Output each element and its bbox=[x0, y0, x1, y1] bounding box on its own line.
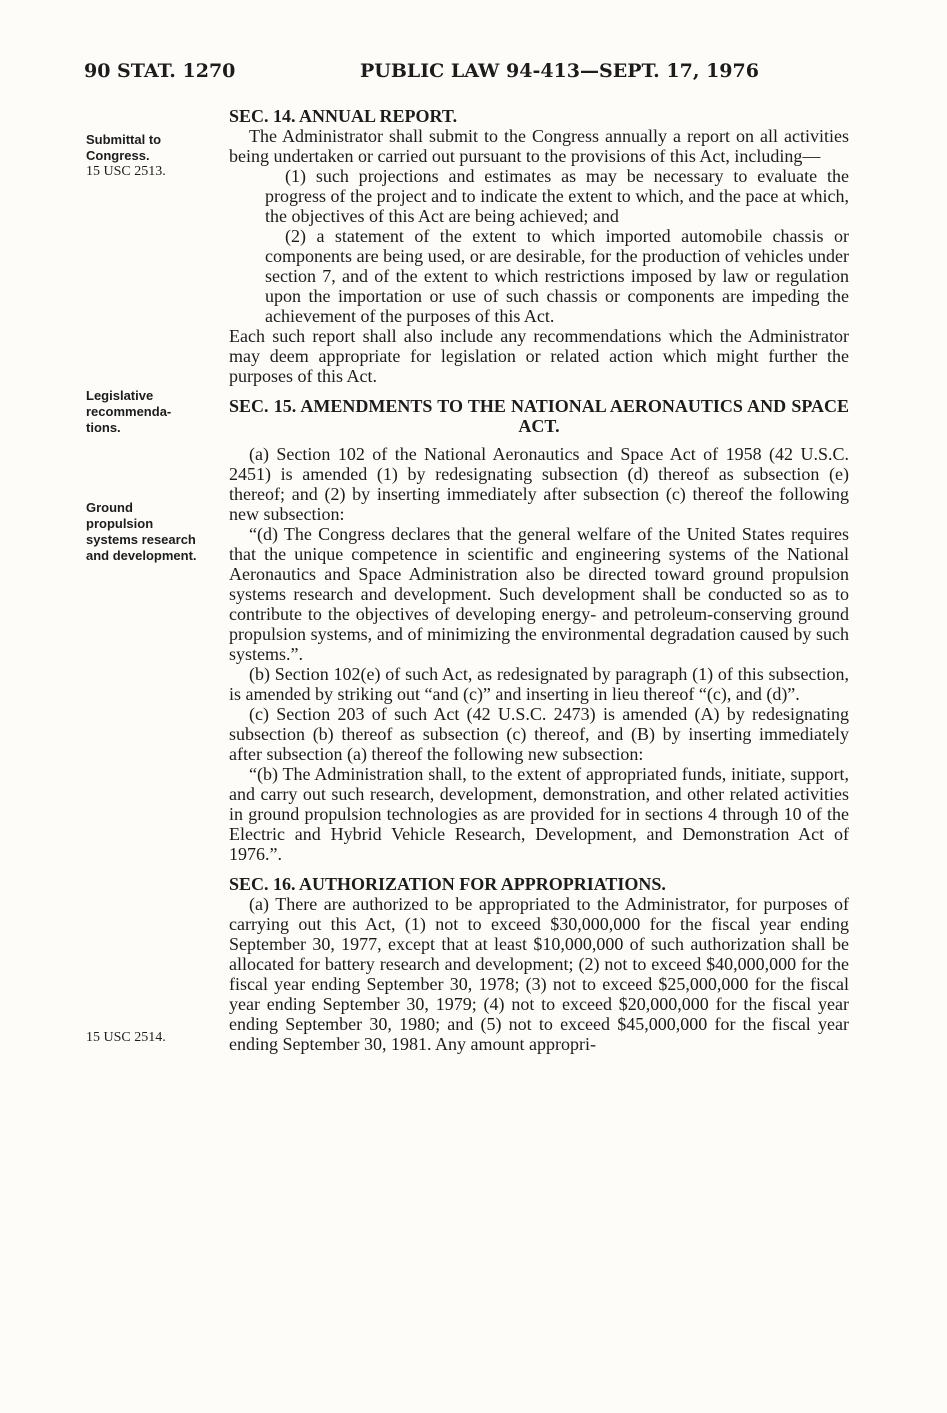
sec-15-c: (c) Section 203 of such Act (42 U.S.C. 2473) is amended (A) by redesignating subsection (b) thereof as subsection (c) thereof, and (B) by inserting immediately after subsection (a) thereof the following new subsection: bbox=[229, 704, 849, 764]
main-text bbox=[229, 106, 849, 1054]
sec-14-intro: The Administrator shall submit to the Congress annually a report on all activities being undertaken or carried out pursuant to the provisions of this Act, including— bbox=[229, 126, 849, 166]
margin-note-ground-propulsion: Ground propulsion systems research and development. bbox=[86, 500, 197, 563]
margin-note-submittal: Submittal to Congress. 15 USC 2513. bbox=[86, 132, 166, 179]
page-header bbox=[84, 60, 874, 90]
sec-16-a: (a) There are authorized to be appropriated to the Administrator, for purposes of carrying out this Act, (1) not to exceed $30,000,000 for the fiscal year ending September 30, 1977, except that at least $10,000,000 of such authorization shall be allocated for battery research and development; (2) not to exceed $40,000,000 for the fiscal year ending September 30, 1978; (3) not to exceed $25,000,000 for the fiscal year ending September 30, 1979; (4) not to exceed $20,000,000 for the fiscal year ending September 30, 1980; and (5) not to exceed $45,000,000 for the fiscal year ending September 30, 1981. Any amount appropri- bbox=[229, 894, 849, 1054]
sec-15-heading: SEC. 15. AMENDMENTS TO THE NATIONAL AERONAUTICS AND SPACE ACT. bbox=[229, 396, 849, 436]
sec-15-b-quote: “(b) The Administration shall, to the extent of appropriated funds, initiate, support, and carry out such research, development, demonstration, and other related activities in ground propulsion technologies as are provided for in sections 4 through 10 of the Electric and Hybrid Vehicle Research, Development, and Demonstration Act of 1976.”. bbox=[229, 764, 849, 864]
sec-15-d-quote: “(d) The Congress declares that the general welfare of the United States requires that the unique competence in scientific and engineering systems of the National Aeronautics and Space Administration also be directed toward ground propulsion systems research and development. Such development shall be conducted so as to contribute to the objectives of developing energy- and petroleum-conserving ground propulsion systems, and of minimizing the environmental degradation caused by such systems.”. bbox=[229, 524, 849, 664]
sec-14-heading: SEC. 14. ANNUAL REPORT. bbox=[229, 106, 458, 126]
margin-note-legislative: Legislative recommenda- tions. bbox=[86, 388, 172, 435]
public-law-title: PUBLIC LAW 94-413—SEPT. 17, 1976 bbox=[360, 60, 759, 82]
margin-note-usc-2514: 15 USC 2514. bbox=[86, 1030, 166, 1045]
sec-14-item-2: (2) a statement of the extent to which imported automobile chassis or components are being used, or are desirable, for the production of vehicles under section 7, and of the extent to which restrictions imposed by law or regulation upon the importation or use of such chassis or components are impeding the achievement of the purposes of this Act. bbox=[265, 226, 849, 326]
stat-citation: 90 STAT. 1270 bbox=[84, 60, 236, 82]
sec-15-a: (a) Section 102 of the National Aeronautics and Space Act of 1958 (42 U.S.C. 2451) is amended (1) by redesignating subsection (d) thereof as subsection (e) thereof; and (2) by inserting immediately after subsection (c) thereof the following new subsection: bbox=[229, 444, 849, 524]
sec-14-closing: Each such report shall also include any recommendations which the Administrator may deem appropriate for legislation or related action which might further the purposes of this Act. bbox=[229, 326, 849, 386]
sec-14-item-1: (1) such projections and estimates as may be necessary to evaluate the progress of the project and to indicate the extent to which, and the pace at which, the objectives of this Act are being achieved; and bbox=[265, 166, 849, 226]
sec-15-b: (b) Section 102(e) of such Act, as redesignated by paragraph (1) of this subsection, is amended by striking out “and (c)” and inserting in lieu thereof “(c), and (d)”. bbox=[229, 664, 849, 704]
sec-16-heading: SEC. 16. AUTHORIZATION FOR APPROPRIATIONS. bbox=[229, 874, 666, 894]
